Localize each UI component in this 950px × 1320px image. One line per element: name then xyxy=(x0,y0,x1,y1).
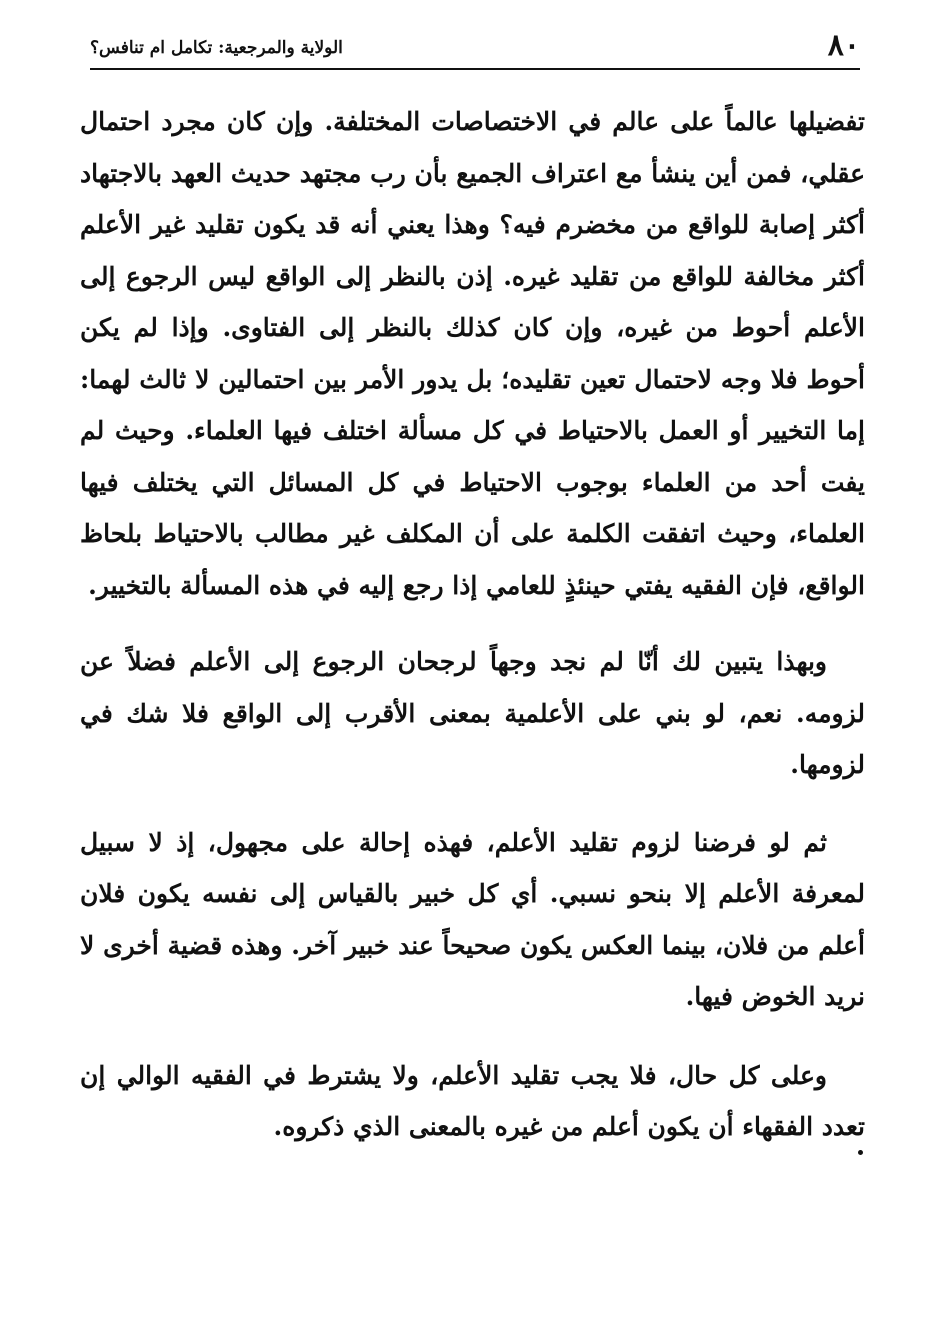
paragraph-3: ثم لو فرضنا لزوم تقليد الأعلم، فهذه إحالة على مجهول، إذ لا سبيل لمعرفة الأعلم إلا بنحو نسبي. أي كل خبير بالقياس إلى نفسه يكون فلان أعلم من فلان، بينما العكس يكون صحيحاً عند خبير آخر. وهذه قضية أخرى لا نريد الخوض فيها. xyxy=(80,827,865,1011)
running-header xyxy=(90,28,860,70)
paragraph-4: وعلى كل حال، فلا يجب تقليد الأعلم، ولا يشترط في الفقيه الوالي إن تعدد الفقهاء أن يكون أعلم من غيره بالمعنى الذي ذكروه. xyxy=(80,1060,865,1141)
page-number: ٨٠ xyxy=(827,28,860,63)
paragraph-1: تفضيلها عالماً على عالم في الاختصاصات المختلفة. وإن كان مجرد احتمال عقلي، فمن أين ينشأ مع اعتراف الجميع بأن رب مجتهد حديث العهد بالاجتهاد أكثر إصابة للواقع من مخضرم فيه؟ وهذا يعني أنه قد يكون تقليد غير الأعلم أكثر مخالفة للواقع من تقليد غيره. إذن بالنظر إلى الواقع ليس الرجوع إلى الأعلم أحوط من غيره، وإن كان كذلك بالنظر إلى الفتاوى. وإذا لم يكن أحوط فلا وجه لاحتمال تعين تقليده؛ بل يدور الأمر بين احتمالين لا ثالث لهما: إما التخيير أو العمل بالاحتياط في كل مسألة اختلف فيها العلماء. وحيث لم يفت أحد من العلماء بوجوب الاحتياط في كل المسائل التي يختلف فيها العلماء، وحيث اتفقت الكلمة على أن المكلف غير مطالب بالاحتياط بلحاظ الواقع، فإن الفقيه يفتي حينئذٍ للعامي إذا رجع إليه في هذه المسألة بالتخيير. xyxy=(80,107,865,600)
paragraph-2: وبهذا يتبين لك أنّا لم نجد وجهاً لرجحان الرجوع إلى الأعلم فضلاً عن لزومه. نعم، لو بني على الأعلمية بمعنى الأقرب إلى الواقع فلا شك في لزومها. xyxy=(80,647,865,779)
ink-dot xyxy=(858,1150,863,1155)
body-text xyxy=(80,96,865,1153)
running-title: الولاية والمرجعية: تكامل ام تنافس؟ xyxy=(90,38,343,58)
